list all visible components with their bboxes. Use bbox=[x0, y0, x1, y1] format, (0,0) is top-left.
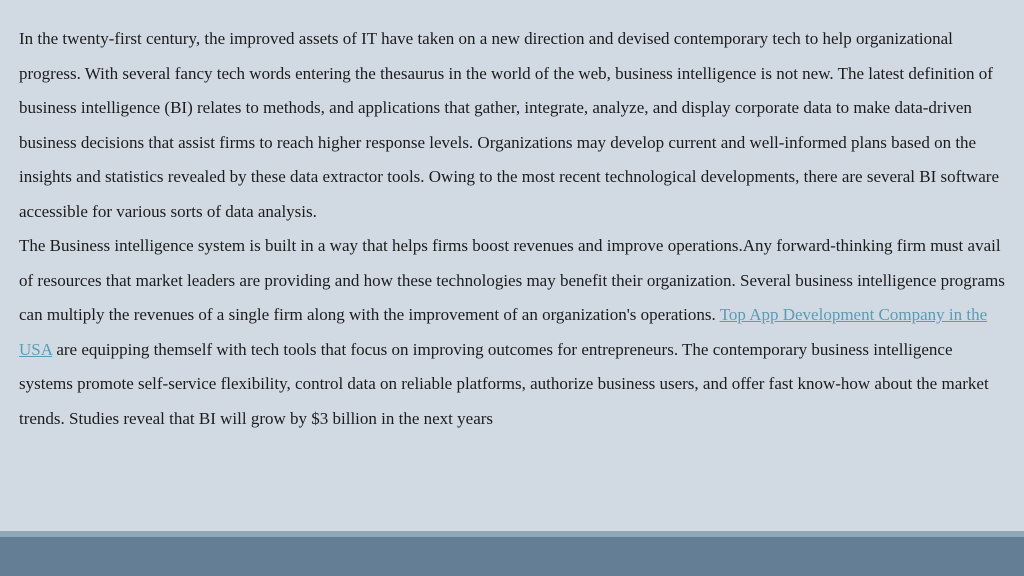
footer-band bbox=[0, 537, 1024, 576]
paragraph-text-before-link: The Business intelligence system is built in a way that helps firms boost revenues and improve operations.Any forward-thinking firm must avail of resources that market leaders are providing and how these technologies may benefit their organization. Several business intelligence programs can multiply the revenues of a single firm along with the improvement of an organization's operations. bbox=[19, 236, 1005, 324]
paragraph-bi-system bbox=[19, 229, 1009, 436]
paragraph-intro: In the twenty-first century, the improved assets of IT have taken on a new direction and devised contemporary tech to help organizational progress. With several fancy tech words entering the thesaurus in the world of the web, business intelligence is not new. The latest definition of business intelligence (BI) relates to methods, and applications that gather, integrate, analyze, and display corporate data to make data-driven business decisions that assist firms to reach higher response levels. Organizations may develop current and well-informed plans based on the insights and statistics revealed by these data extractor tools. Owing to the most recent technological developments, there are several BI software accessible for various sorts of data analysis. bbox=[19, 29, 1000, 221]
app-development-company-link[interactable]: Top App Development Company in the USA bbox=[19, 305, 988, 359]
paragraph-text-after-link: are equipping themself with tech tools that focus on improving outcomes for entrepreneurs. The contemporary business intelligence systems promote self-service flexibility, control data on reliable platforms, authorize business users, and offer fast know-how about the market trends. Studies reveal that BI will grow by $3 billion in the next years bbox=[19, 339, 989, 428]
slide-body bbox=[19, 22, 1009, 436]
